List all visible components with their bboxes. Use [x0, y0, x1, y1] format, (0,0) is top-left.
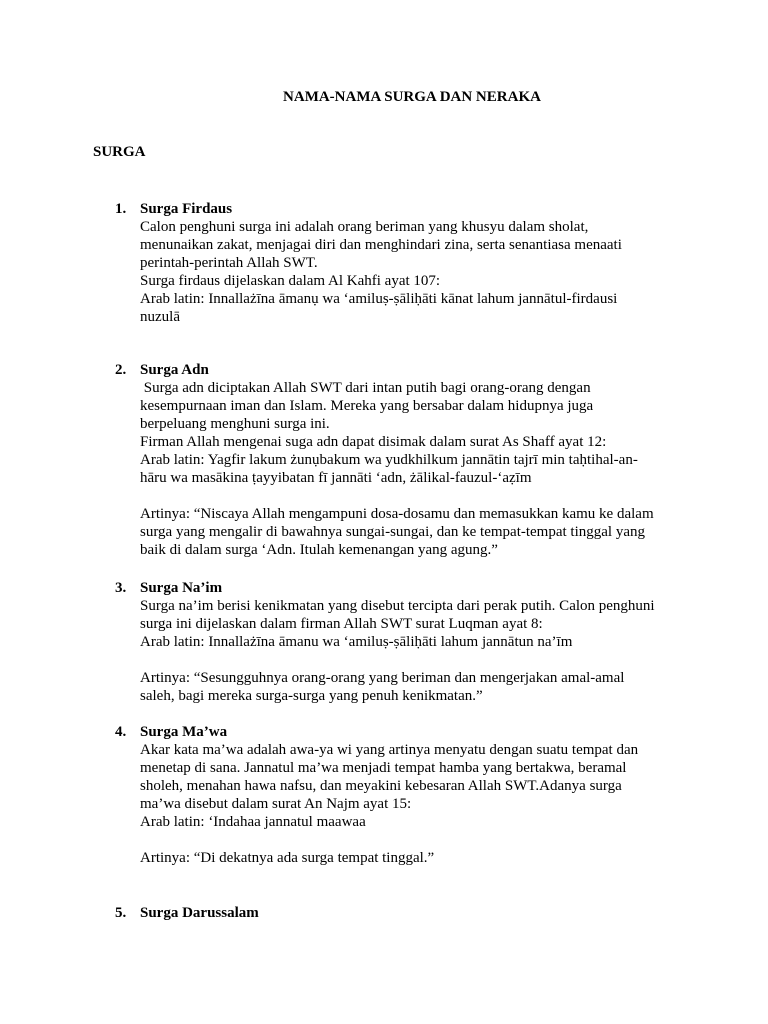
blank-line	[140, 651, 680, 669]
item-heading: Surga Na’im	[140, 580, 223, 596]
item-line: Surga firdaus dijelaskan dalam Al Kahfi ayat 107:	[140, 273, 441, 289]
item-line: baik di dalam surga ‘Adn. Itulah kemenangan yang agung.”	[140, 542, 498, 558]
item-line: Arab latin: Yagfir lakum żunụbakum wa yudkhilkum jannātin tajrī min taḥtihal-an-	[140, 452, 638, 468]
item-line: Surga na’im berisi kenikmatan yang disebut tercipta dari perak putih. Calon penghuni	[140, 598, 655, 614]
item-number: 4.	[115, 724, 127, 740]
item-line: hāru wa masākina ṭayyibatan fī jannāti ‘adn, żālikal-fauzul-‘aẓīm	[140, 470, 532, 486]
item-number: 2.	[115, 362, 127, 378]
item-body	[140, 723, 680, 867]
item-line: Arab latin: Innallażīna āmanụ wa ‘amiluṣ-ṣāliḥāti kānat lahum jannātul-firdausi	[140, 291, 618, 307]
item-line: Surga adn diciptakan Allah SWT dari intan putih bagi orang-orang dengan	[140, 380, 591, 396]
item-line: perintah-perintah Allah SWT.	[140, 255, 318, 271]
item-line: saleh, bagi mereka surga-surga yang penuh kenikmatan.”	[140, 688, 483, 704]
item-number: 1.	[115, 201, 127, 217]
item-line: Artinya: “Niscaya Allah mengampuni dosa-dosamu dan memasukkan kamu ke dalam	[140, 506, 654, 522]
item-line: menetap di sana. Jannatul ma’wa menjadi tempat hamba yang bertakwa, beramal	[140, 760, 627, 776]
item-line: Akar kata ma’wa adalah awa-ya wi yang artinya menyatu dengan suatu tempat dan	[140, 742, 639, 758]
item-body	[140, 579, 680, 705]
item-line: Arab latin: Innallażīna āmanu wa ‘amiluṣ-ṣāliḥāti lahum jannātun na’īm	[140, 634, 573, 650]
item-body	[140, 361, 680, 559]
section-heading: SURGA	[93, 144, 146, 160]
blank-line	[140, 831, 680, 849]
item-body	[140, 200, 680, 326]
item-line: surga ini dijelaskan dalam firman Allah SWT surat Luqman ayat 8:	[140, 616, 543, 632]
item-number: 3.	[115, 580, 127, 596]
item-line: nuzulā	[140, 309, 180, 325]
item-line: Arab latin: ‘Indahaa jannatul maawaa	[140, 814, 366, 830]
item-number: 5.	[115, 905, 127, 921]
item-body	[140, 904, 680, 922]
item-heading: Surga Adn	[140, 362, 209, 378]
item-heading: Surga Ma’wa	[140, 724, 228, 740]
item-line: Artinya: “Sesungguhnya orang-orang yang beriman dan mengerjakan amal-amal	[140, 670, 625, 686]
item-line: berpeluang menghuni surga ini.	[140, 416, 330, 432]
blank-line	[140, 487, 680, 505]
item-line: surga yang mengalir di bawahnya sungai-sungai, dan ke tempat-tempat tinggal yang	[140, 524, 645, 540]
document-title: NAMA-NAMA SURGA DAN NERAKA	[283, 89, 541, 105]
item-line: Calon penghuni surga ini adalah orang beriman yang khusyu dalam sholat,	[140, 219, 589, 235]
item-heading: Surga Darussalam	[140, 905, 259, 921]
item-line: ma’wa disebut dalam surat An Najm ayat 15:	[140, 796, 412, 812]
item-line: Artinya: “Di dekatnya ada surga tempat tinggal.”	[140, 850, 435, 866]
item-line: menunaikan zakat, menjagai diri dan menghindari zina, serta senantiasa menaati	[140, 237, 622, 253]
item-line: sholeh, menahan hawa nafsu, dan meyakini kebesaran Allah SWT.Adanya surga	[140, 778, 622, 794]
item-line: kesempurnaan iman dan Islam. Mereka yang bersabar dalam hidupnya juga	[140, 398, 594, 414]
item-heading: Surga Firdaus	[140, 201, 233, 217]
item-line: Firman Allah mengenai suga adn dapat disimak dalam surat As Shaff ayat 12:	[140, 434, 607, 450]
